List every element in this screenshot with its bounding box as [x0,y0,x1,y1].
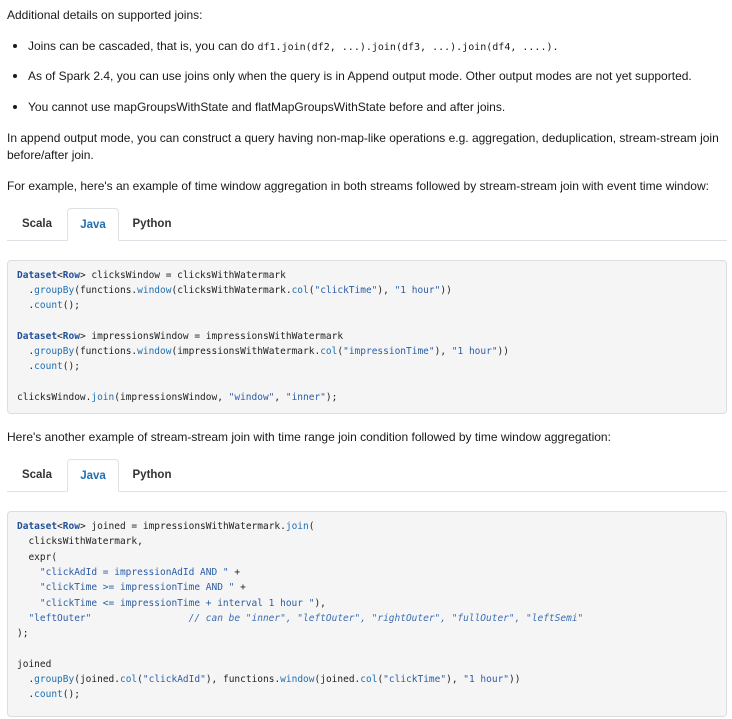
code-line [17,283,452,299]
code-line [17,268,286,284]
code-token: "clickAdId = impressionAdId AND " [39,566,229,578]
bullet-text: Joins can be cascaded, that is, you can do [28,39,258,53]
code-token: col [291,285,309,297]
code-token: ( [337,346,344,357]
code-token: "1 hour" [463,674,510,685]
append-mode-paragraph-line1: In append output mode, you can construct a query having non-map-like operations e.g. aggregation, deduplication, stream-stream join [7,131,719,145]
code-line [17,359,80,375]
code-line [17,550,57,566]
code-token: "clickTime <= impressionTime + interval 1 hour " [39,597,315,609]
code-line [17,329,343,345]
append-mode-paragraph-line2: before/after join. [7,148,94,162]
bullet-icon [13,105,17,109]
tab-bar-1 [7,208,727,241]
code-token [17,598,40,609]
code-token: "window" [228,391,275,403]
code-token: col [320,346,338,357]
code-token: "clickAdId" [142,674,206,685]
code-token: )) [509,674,521,685]
tab-java[interactable]: Java [67,208,119,241]
code-token [17,613,28,624]
code-token: count [34,689,63,701]
code-token: ), [446,674,464,685]
code-line [17,519,314,535]
code-block-2 [7,511,727,717]
code-token: ); [17,628,29,640]
code-token: groupBy [34,285,75,297]
example1-intro: For example, here's an example of time window aggregation in both streams followed by stream-stream join with event time window: [7,179,709,193]
code-token: "clickTime >= impressionTime AND " [39,582,235,594]
code-line [17,580,246,596]
tab-scala[interactable]: Scala [21,218,53,230]
code-token: ( [308,521,315,532]
code-token: (functions. [74,346,138,357]
code-block-1 [7,260,727,414]
code-token: Dataset [17,521,58,532]
code-token: Dataset [17,270,58,281]
bullet-icon [13,44,17,48]
code-token: ), [377,285,395,297]
code-token: )) [440,285,452,297]
code-token: count [34,361,63,373]
code-token: . [17,674,35,685]
bullet-text: You cannot use mapGroupsWithState and flatMapGroupsWithState before and after joins. [28,100,506,114]
code-token: (functions. [74,285,138,297]
code-line [17,596,326,612]
tab-python[interactable]: Python [132,218,172,230]
code-token: // can be "inner", "leftOuter", "rightOuter", "fullOuter", "leftSemi" [188,612,584,624]
tab-python[interactable]: Python [132,469,172,481]
code-token: groupBy [34,674,75,685]
code-token: Row [62,330,80,342]
code-token: joined [17,658,52,670]
code-token: + [228,566,241,578]
code-token: > clicksWindow = clicksWithWatermark [79,270,286,281]
tab-java[interactable]: Java [67,459,119,492]
bullet-icon [13,74,17,78]
code-token: (impressionsWindow, [114,391,229,403]
inline-code: df1.join(df2, ...).join(df3, ...).join(df4, ....). [257,42,559,53]
code-token: (); [62,689,80,701]
code-token: (joined. [74,674,120,685]
code-token: ), [314,597,326,609]
code-token: Dataset [17,330,58,342]
code-line [17,344,509,360]
code-token: count [34,300,63,312]
code-token: . [17,689,35,701]
code-token: Row [62,270,80,281]
code-token: . [17,361,35,373]
code-line [17,565,240,581]
code-token: "clickTime" [314,285,378,297]
code-token [17,567,40,578]
code-line [17,626,28,642]
code-token: < [57,330,63,342]
code-line [17,687,80,703]
code-token: ( [308,285,315,297]
code-token: window [137,285,172,297]
code-token: > joined = impressionsWithWatermark. [79,521,286,532]
code-token: < [57,521,63,532]
code-token: (impressionsWithWatermark. [171,346,321,357]
code-token: "inner" [285,391,326,403]
code-token: groupBy [34,346,75,357]
code-token: window [137,346,172,357]
tab-scala[interactable]: Scala [21,469,53,481]
code-line [17,298,80,314]
code-line [17,534,143,550]
bullet-text: As of Spark 2.4, you can use joins only when the query is in Append output mode. Other output modes are not yet supported. [28,69,692,83]
code-line [17,672,520,688]
code-token: )) [497,346,509,357]
code-token: join [285,521,309,532]
code-token [91,613,188,624]
code-token: "leftOuter" [28,612,92,624]
code-token: + [234,582,246,594]
tab-bar-2 [7,459,727,492]
code-token: > impressionsWindow = impressionsWithWatermark [79,330,344,342]
code-token: (joined. [314,674,361,685]
code-token [17,582,40,593]
code-line [17,390,337,406]
code-token: (); [62,361,80,373]
code-token: . [17,300,35,312]
example2-intro: Here's another example of stream-stream join with time range join condition followed by time window aggregation: [7,430,611,444]
code-token: (clicksWithWatermark. [171,285,292,297]
code-token: col [119,674,138,685]
code-token: . [17,285,35,297]
code-token: ), functions. [205,674,281,685]
code-token: col [360,674,378,685]
code-token: ( [377,674,384,685]
code-token: clicksWindow. [17,391,92,403]
code-token: "1 hour" [451,346,498,357]
code-token: "1 hour" [394,285,441,297]
code-token: Row [62,521,80,532]
code-token: join [91,391,115,403]
code-token: ), [434,346,452,357]
code-token: window [280,674,315,685]
code-token: . [17,346,35,357]
code-token: (); [62,300,80,312]
code-token: < [57,270,63,281]
code-token: , [274,391,286,403]
intro-text: Additional details on supported joins: [7,8,203,22]
code-token: clicksWithWatermark, [17,536,143,548]
code-token: "impressionTime" [343,346,435,357]
code-line [17,611,583,627]
code-token: ); [325,391,338,403]
code-line [17,657,51,673]
code-token: "clickTime" [383,674,447,685]
code-token: expr( [17,551,58,563]
code-token: ( [137,674,143,685]
